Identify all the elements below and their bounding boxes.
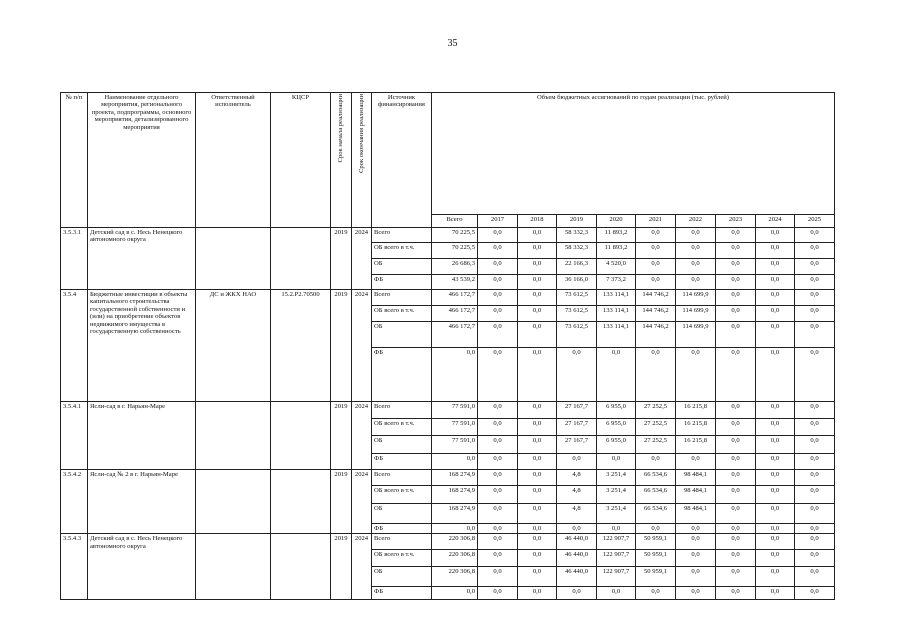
budget-value: 50 959,1 [636, 567, 676, 587]
budget-value: 0,0 [756, 550, 795, 567]
budget-value: 0,0 [518, 524, 557, 534]
item-number: 3.5.4.3 [61, 534, 88, 600]
item-kcsr [271, 470, 331, 534]
budget-value: 11 893,2 [597, 243, 636, 259]
budget-value: 466 172,7 [432, 322, 478, 348]
budget-value: 27 167,7 [557, 419, 597, 436]
budget-value: 0,0 [756, 470, 795, 486]
budget-value: 122 907,7 [597, 534, 636, 550]
funding-source: ФБ [372, 454, 432, 470]
budget-value: 0,0 [716, 524, 756, 534]
budget-value: 133 114,1 [597, 322, 636, 348]
col-start-label: Срок начала реализации [337, 94, 345, 163]
budget-value: 0,0 [795, 322, 835, 348]
budget-value: 0,0 [518, 243, 557, 259]
budget-value: 4,8 [557, 486, 597, 504]
budget-value: 27 167,7 [557, 436, 597, 454]
budget-value: 0,0 [795, 524, 835, 534]
budget-value: 0,0 [518, 567, 557, 587]
budget-value: 46 440,0 [557, 567, 597, 587]
funding-source: Всего [372, 402, 432, 419]
year-header: 2017 [478, 215, 518, 228]
year-header: 2024 [756, 215, 795, 228]
budget-value: 16 215,8 [676, 436, 716, 454]
budget-value: 0,0 [716, 567, 756, 587]
budget-value: 58 332,3 [557, 228, 597, 243]
budget-value: 4 520,0 [597, 259, 636, 275]
budget-value: 16 215,8 [676, 419, 716, 436]
col-kcsr-header: КЦСР [271, 93, 331, 228]
year-header: 2020 [597, 215, 636, 228]
budget-value: 6 955,0 [597, 436, 636, 454]
budget-value: 0,0 [478, 486, 518, 504]
budget-value: 133 114,1 [597, 306, 636, 322]
budget-value: 0,0 [756, 504, 795, 524]
budget-value: 220 306,8 [432, 567, 478, 587]
budget-value: 0,0 [636, 524, 676, 534]
col-num-header: № п/п [61, 93, 88, 228]
budget-value: 0,0 [636, 454, 676, 470]
budget-value: 0,0 [756, 486, 795, 504]
budget-value: 3 251,4 [597, 486, 636, 504]
budget-value: 0,0 [478, 348, 518, 402]
year-header: 2025 [795, 215, 835, 228]
budget-value: 0,0 [676, 348, 716, 402]
budget-value: 36 166,0 [557, 275, 597, 290]
item-start-year: 2019 [331, 470, 352, 534]
budget-value: 220 306,8 [432, 534, 478, 550]
budget-value: 0,0 [478, 259, 518, 275]
budget-value: 77 591,0 [432, 402, 478, 419]
budget-value: 0,0 [597, 454, 636, 470]
budget-value: 46 440,0 [557, 534, 597, 550]
budget-value: 0,0 [756, 348, 795, 402]
funding-source: ФБ [372, 275, 432, 290]
budget-value: 0,0 [756, 524, 795, 534]
budget-table [60, 92, 835, 600]
table-body [61, 228, 835, 600]
budget-value: 0,0 [716, 534, 756, 550]
item-name: Ясли-сад № 2 в г. Нарьян-Маре [88, 470, 196, 534]
budget-value: 0,0 [716, 470, 756, 486]
budget-value: 0,0 [676, 259, 716, 275]
budget-value: 0,0 [518, 470, 557, 486]
budget-value: 0,0 [716, 228, 756, 243]
budget-value: 0,0 [716, 504, 756, 524]
budget-value: 122 907,7 [597, 550, 636, 567]
budget-value: 6 955,0 [597, 419, 636, 436]
item-number: 3.5.4.1 [61, 402, 88, 470]
budget-value: 77 591,0 [432, 436, 478, 454]
budget-value: 27 252,5 [636, 402, 676, 419]
budget-value: 3 251,4 [597, 470, 636, 486]
budget-value: 0,0 [795, 348, 835, 402]
budget-value: 114 699,9 [676, 322, 716, 348]
budget-value: 46 440,0 [557, 550, 597, 567]
item-number: 3.5.4 [61, 290, 88, 402]
funding-source: ОБ [372, 259, 432, 275]
budget-value: 0,0 [478, 436, 518, 454]
budget-value: 0,0 [636, 348, 676, 402]
budget-value: 3 251,4 [597, 504, 636, 524]
budget-value: 0,0 [716, 402, 756, 419]
budget-value: 98 484,1 [676, 504, 716, 524]
budget-value: 0,0 [478, 243, 518, 259]
budget-value: 0,0 [432, 524, 478, 534]
budget-value: 70 225,5 [432, 243, 478, 259]
budget-value: 0,0 [795, 486, 835, 504]
budget-value: 26 686,3 [432, 259, 478, 275]
year-header: 2023 [716, 215, 756, 228]
budget-value: 0,0 [795, 470, 835, 486]
year-header: 2022 [676, 215, 716, 228]
budget-value: 144 746,2 [636, 306, 676, 322]
budget-value: 466 172,7 [432, 306, 478, 322]
funding-source: ФБ [372, 524, 432, 534]
budget-value: 144 746,2 [636, 322, 676, 348]
item-start-year: 2019 [331, 402, 352, 470]
budget-value: 0,0 [716, 290, 756, 306]
budget-value: 0,0 [432, 348, 478, 402]
budget-value: 58 332,3 [557, 243, 597, 259]
budget-value: 0,0 [518, 306, 557, 322]
item-executor [196, 402, 271, 470]
budget-value: 0,0 [478, 306, 518, 322]
budget-value: 22 166,3 [557, 259, 597, 275]
budget-value: 0,0 [756, 275, 795, 290]
item-end-year: 2024 [352, 534, 372, 600]
item-name: Детский сад в с. Несь Ненецкого автономного округа [88, 228, 196, 290]
funding-source: ОБ [372, 436, 432, 454]
funding-source: ОБ всего в т.ч. [372, 486, 432, 504]
item-number: 3.5.3.1 [61, 228, 88, 290]
budget-value: 0,0 [518, 436, 557, 454]
item-end-year: 2024 [352, 290, 372, 402]
funding-source: ОБ [372, 504, 432, 524]
budget-value: 0,0 [795, 567, 835, 587]
item-kcsr [271, 402, 331, 470]
funding-source: ОБ всего в т.ч. [372, 419, 432, 436]
funding-source: ОБ [372, 567, 432, 587]
budget-value: 0,0 [676, 454, 716, 470]
budget-value: 0,0 [756, 567, 795, 587]
item-end-year: 2024 [352, 228, 372, 290]
table-row [61, 290, 835, 306]
budget-value: 0,0 [795, 290, 835, 306]
budget-value: 0,0 [432, 454, 478, 470]
budget-value: 0,0 [518, 534, 557, 550]
budget-value: 0,0 [795, 587, 835, 600]
budget-value: 0,0 [716, 306, 756, 322]
header-row [61, 93, 835, 215]
budget-value: 0,0 [716, 550, 756, 567]
budget-value: 0,0 [676, 587, 716, 600]
funding-source: Всего [372, 290, 432, 306]
budget-value: 0,0 [756, 243, 795, 259]
col-end-header [352, 93, 372, 228]
item-start-year: 2019 [331, 228, 352, 290]
budget-value: 0,0 [518, 454, 557, 470]
budget-value: 0,0 [676, 524, 716, 534]
col-end-label: Срок окончания реализации [357, 94, 365, 174]
funding-source: ФБ [372, 587, 432, 600]
budget-value: 0,0 [676, 243, 716, 259]
budget-value: 0,0 [795, 259, 835, 275]
budget-value: 0,0 [518, 550, 557, 567]
item-executor [196, 534, 271, 600]
budget-value: 0,0 [518, 275, 557, 290]
budget-value: 0,0 [676, 275, 716, 290]
budget-value: 0,0 [636, 228, 676, 243]
budget-value: 0,0 [518, 228, 557, 243]
budget-value: 0,0 [756, 419, 795, 436]
budget-value: 70 225,5 [432, 228, 478, 243]
budget-value: 466 172,7 [432, 290, 478, 306]
item-name: Детский сад в с. Несь Ненецкого автономного округа [88, 534, 196, 600]
budget-value: 0,0 [676, 567, 716, 587]
budget-value: 133 114,1 [597, 290, 636, 306]
budget-value: 0,0 [716, 587, 756, 600]
funding-source: ОБ всего в т.ч. [372, 306, 432, 322]
budget-value: 0,0 [636, 587, 676, 600]
budget-value: 0,0 [518, 259, 557, 275]
budget-value: 0,0 [597, 587, 636, 600]
budget-value: 0,0 [518, 290, 557, 306]
budget-value: 0,0 [795, 306, 835, 322]
budget-value: 66 534,6 [636, 504, 676, 524]
budget-value: 0,0 [432, 587, 478, 600]
year-header: 2019 [557, 215, 597, 228]
budget-value: 0,0 [716, 275, 756, 290]
budget-value: 0,0 [518, 486, 557, 504]
item-start-year: 2019 [331, 534, 352, 600]
budget-value: 27 167,7 [557, 402, 597, 419]
budget-value: 73 612,5 [557, 290, 597, 306]
budget-value: 0,0 [795, 504, 835, 524]
budget-value: 0,0 [478, 567, 518, 587]
budget-value: 0,0 [636, 243, 676, 259]
table-row [61, 402, 835, 419]
budget-value: 114 699,9 [676, 306, 716, 322]
budget-value: 98 484,1 [676, 470, 716, 486]
budget-value: 0,0 [795, 550, 835, 567]
budget-value: 168 274,9 [432, 504, 478, 524]
budget-value: 27 252,5 [636, 436, 676, 454]
budget-value: 168 274,9 [432, 486, 478, 504]
budget-value: 16 215,8 [676, 402, 716, 419]
budget-value: 0,0 [756, 587, 795, 600]
page-number: 35 [447, 38, 458, 49]
budget-value: 50 959,1 [636, 550, 676, 567]
budget-value: 0,0 [756, 402, 795, 419]
budget-value: 0,0 [716, 419, 756, 436]
budget-value: 0,0 [795, 275, 835, 290]
budget-value: 7 373,2 [597, 275, 636, 290]
budget-value: 0,0 [557, 587, 597, 600]
budget-value: 0,0 [478, 419, 518, 436]
item-kcsr: 15.2.Р2.70500 [271, 290, 331, 402]
budget-value: 98 484,1 [676, 486, 716, 504]
budget-value: 43 539,2 [432, 275, 478, 290]
budget-value: 50 959,1 [636, 534, 676, 550]
budget-value: 4,8 [557, 504, 597, 524]
budget-value: 73 612,5 [557, 306, 597, 322]
budget-value: 0,0 [518, 587, 557, 600]
budget-value: 0,0 [716, 454, 756, 470]
budget-value: 0,0 [716, 436, 756, 454]
budget-value: 6 955,0 [597, 402, 636, 419]
budget-value: 4,8 [557, 470, 597, 486]
budget-value: 0,0 [716, 486, 756, 504]
budget-value: 77 591,0 [432, 419, 478, 436]
col-budget-header: Объем бюджетных ассигнований по годам реализации (тыс. рублей) [432, 93, 835, 215]
col-source-header: Источник финансирования [372, 93, 432, 228]
item-start-year: 2019 [331, 290, 352, 402]
year-header: 2021 [636, 215, 676, 228]
budget-value: 0,0 [716, 243, 756, 259]
budget-value: 0,0 [756, 534, 795, 550]
budget-value: 0,0 [478, 534, 518, 550]
budget-value: 0,0 [795, 454, 835, 470]
funding-source: Всего [372, 534, 432, 550]
budget-value: 11 893,2 [597, 228, 636, 243]
item-executor [196, 470, 271, 534]
budget-value: 0,0 [676, 228, 716, 243]
budget-value: 0,0 [518, 348, 557, 402]
item-name: Ясли-сад в г. Нарьян-Маре [88, 402, 196, 470]
budget-value: 0,0 [676, 550, 716, 567]
year-header: Всего [432, 215, 478, 228]
budget-value: 0,0 [597, 524, 636, 534]
table-row [61, 228, 835, 243]
budget-value: 0,0 [756, 306, 795, 322]
funding-source: ОБ всего в т.ч. [372, 243, 432, 259]
budget-value: 0,0 [636, 275, 676, 290]
item-name: Бюджетные инвестиции в объекты капитального строительства государственной собственности и (или) на приобретение объектов недвижимого имущества в государственную собственность [88, 290, 196, 402]
budget-value: 0,0 [795, 402, 835, 419]
budget-value: 27 252,5 [636, 419, 676, 436]
budget-value: 0,0 [597, 348, 636, 402]
budget-value: 0,0 [795, 534, 835, 550]
budget-value: 0,0 [795, 243, 835, 259]
budget-value: 168 274,9 [432, 470, 478, 486]
budget-value: 122 907,7 [597, 567, 636, 587]
funding-source: ФБ [372, 348, 432, 402]
budget-value: 0,0 [478, 504, 518, 524]
budget-value: 73 612,5 [557, 322, 597, 348]
item-number: 3.5.4.2 [61, 470, 88, 534]
budget-value: 0,0 [756, 322, 795, 348]
budget-value: 0,0 [478, 587, 518, 600]
table-row [61, 470, 835, 486]
funding-source: Всего [372, 228, 432, 243]
col-name-header: Наименование отдельного мероприятия, регионального проекта, подпрограммы, основного мероприятия, детализированного мероприятия [88, 93, 196, 228]
year-header: 2018 [518, 215, 557, 228]
budget-value: 0,0 [756, 454, 795, 470]
budget-value: 66 534,6 [636, 470, 676, 486]
budget-value: 0,0 [676, 534, 716, 550]
budget-value: 0,0 [716, 259, 756, 275]
budget-value: 0,0 [518, 402, 557, 419]
budget-value: 0,0 [795, 228, 835, 243]
item-kcsr [271, 228, 331, 290]
funding-source: Всего [372, 470, 432, 486]
budget-value: 0,0 [756, 228, 795, 243]
budget-value: 0,0 [756, 436, 795, 454]
budget-value: 0,0 [478, 550, 518, 567]
budget-value: 144 746,2 [636, 290, 676, 306]
budget-value: 66 534,6 [636, 486, 676, 504]
budget-value: 0,0 [478, 275, 518, 290]
budget-value: 0,0 [636, 259, 676, 275]
budget-value: 0,0 [557, 524, 597, 534]
item-executor [196, 228, 271, 290]
item-executor: ДС и ЖКХ НАО [196, 290, 271, 402]
col-exec-header: Ответственный исполнитель [196, 93, 271, 228]
item-end-year: 2024 [352, 402, 372, 470]
budget-value: 0,0 [478, 524, 518, 534]
budget-value: 114 699,9 [676, 290, 716, 306]
budget-value: 0,0 [716, 348, 756, 402]
funding-source: ОБ [372, 322, 432, 348]
budget-value: 0,0 [716, 322, 756, 348]
table-row [61, 534, 835, 550]
budget-value: 0,0 [478, 454, 518, 470]
budget-value: 220 306,8 [432, 550, 478, 567]
budget-value: 0,0 [518, 504, 557, 524]
budget-value: 0,0 [795, 436, 835, 454]
budget-value: 0,0 [478, 322, 518, 348]
item-end-year: 2024 [352, 470, 372, 534]
budget-value: 0,0 [557, 348, 597, 402]
budget-value: 0,0 [756, 259, 795, 275]
budget-value: 0,0 [756, 290, 795, 306]
col-start-header [331, 93, 352, 228]
budget-value: 0,0 [478, 228, 518, 243]
budget-value: 0,0 [478, 290, 518, 306]
budget-value: 0,0 [478, 402, 518, 419]
budget-value: 0,0 [478, 470, 518, 486]
budget-value: 0,0 [518, 419, 557, 436]
item-kcsr [271, 534, 331, 600]
budget-value: 0,0 [795, 419, 835, 436]
funding-source: ОБ всего в т.ч. [372, 550, 432, 567]
budget-value: 0,0 [518, 322, 557, 348]
budget-value: 0,0 [557, 454, 597, 470]
